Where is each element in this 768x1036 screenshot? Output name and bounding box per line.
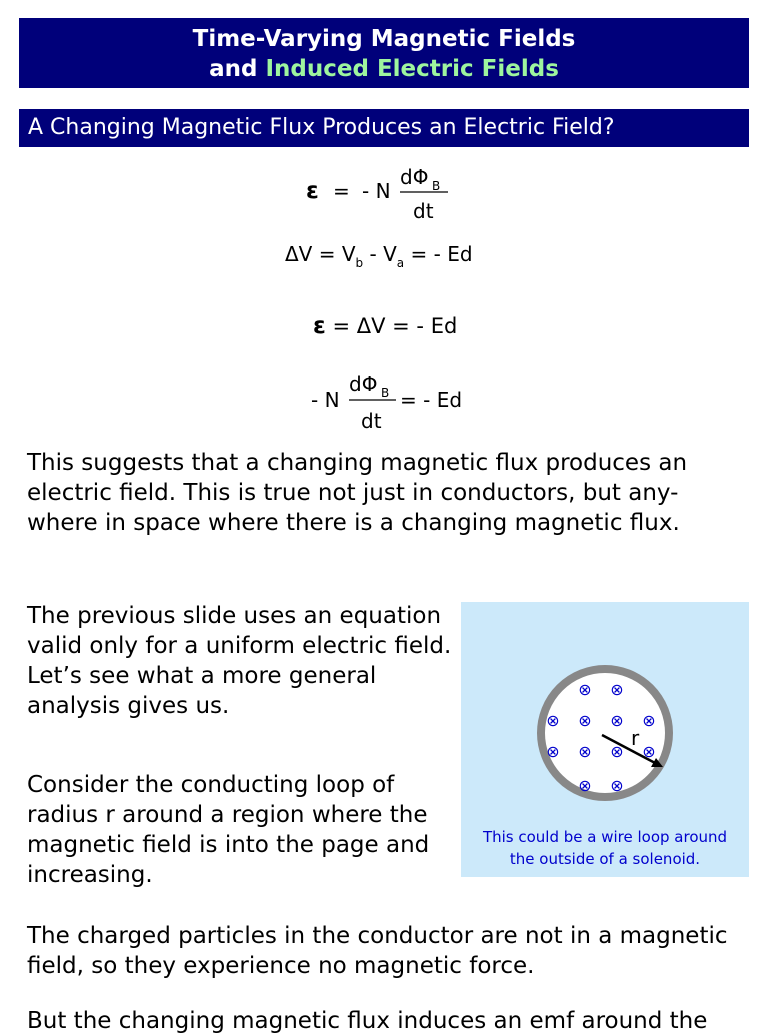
text-line: Consider the conducting loop of — [27, 772, 395, 798]
field-symbol: ⊗ — [578, 711, 592, 730]
loop-figure — [461, 602, 749, 822]
slide-title — [19, 18, 749, 88]
diagram-caption — [461, 826, 749, 870]
text-line: electric field. This is true not just in conductors, but any- — [27, 480, 679, 506]
text-line: increasing. — [27, 862, 153, 888]
flux-subscript: B — [432, 179, 441, 193]
paragraph-changing-flux — [27, 448, 687, 538]
title-line-2-prefix: and — [209, 56, 266, 82]
text-line: analysis gives us. — [27, 693, 230, 719]
loop-diagram — [461, 602, 749, 877]
field-symbol: ⊗ — [578, 680, 592, 699]
field-symbol: ⊗ — [642, 742, 656, 761]
text-line: where in space where there is a changing magnetic flux. — [27, 510, 680, 536]
caption-line: the outside of a solenoid. — [509, 850, 701, 868]
eq4-subscript: B — [381, 386, 390, 400]
text-line: field, so they experience no magnetic force. — [27, 953, 535, 979]
eq3-rhs: = ΔV = - Ed — [325, 314, 458, 338]
text-line: Let’s see what a more general — [27, 663, 377, 689]
field-symbol: ⊗ — [546, 742, 560, 761]
eq4-denominator: dt — [361, 409, 382, 433]
sub-b: b — [355, 256, 364, 270]
paragraph-uniform-field — [27, 601, 451, 721]
fraction-denominator: dt — [413, 199, 434, 223]
title-highlight: Induced Electric Fields — [265, 56, 559, 82]
equation-potential-difference — [0, 236, 768, 276]
field-symbol: ⊗ — [546, 711, 560, 730]
text-line: magnetic field is into the page and — [27, 832, 430, 858]
text-line: valid only for a uniform electric field. — [27, 633, 452, 659]
equation-faraday — [0, 160, 768, 225]
paragraph-no-magnetic-force — [27, 921, 728, 981]
eq4-rhs: = - Ed — [400, 388, 463, 412]
text-line: radius r around a region where the — [27, 802, 428, 828]
text-line: This suggests that a changing magnetic flux produces an — [27, 450, 688, 476]
minus-n: - N — [362, 179, 391, 203]
paragraph-induced-emf — [27, 1006, 707, 1036]
title-line-2 — [19, 54, 749, 84]
field-symbol: ⊗ — [578, 742, 592, 761]
paragraph-conducting-loop — [27, 770, 429, 890]
field-symbol: ⊗ — [578, 776, 592, 795]
field-symbol: ⊗ — [610, 680, 624, 699]
svg-text:ΔV = Vb - Va = - Ed — [285, 242, 473, 270]
equation-flux-ed — [0, 365, 768, 435]
flux-numerator: dΦ — [400, 165, 429, 189]
wire-loop — [541, 669, 669, 797]
title-line-1: Time-Varying Magnetic Fields — [192, 26, 576, 52]
text-line: The previous slide uses an equation — [27, 603, 442, 629]
svg-text:ε = ΔV = - Ed — [313, 313, 457, 339]
caption-line: This could be a wire loop around — [482, 828, 728, 846]
text-line: The charged particles in the conductor are not in a magnetic — [27, 923, 728, 949]
equation-emf-ed — [0, 306, 768, 346]
field-symbol: ⊗ — [610, 711, 624, 730]
text-line: But the changing magnetic flux induces an emf around the — [27, 1008, 708, 1034]
eq4-prefix: - N — [311, 388, 340, 412]
eq4-numerator: dΦ — [349, 372, 378, 396]
field-symbol: ⊗ — [610, 742, 624, 761]
field-symbol: ⊗ — [610, 776, 624, 795]
eq2-mid: - V — [363, 242, 397, 266]
emf-symbol: ε — [306, 178, 319, 204]
section-heading: A Changing Magnetic Flux Produces an Electric Field? — [19, 109, 749, 147]
field-symbol: ⊗ — [642, 711, 656, 730]
emf-symbol-2: ε — [313, 313, 326, 339]
eq2-lhs: ΔV = V — [285, 242, 356, 266]
equals-sign: = — [333, 179, 350, 203]
sub-a: a — [396, 256, 405, 270]
radius-label: r — [631, 726, 640, 750]
eq2-rhs: = - Ed — [404, 242, 473, 266]
